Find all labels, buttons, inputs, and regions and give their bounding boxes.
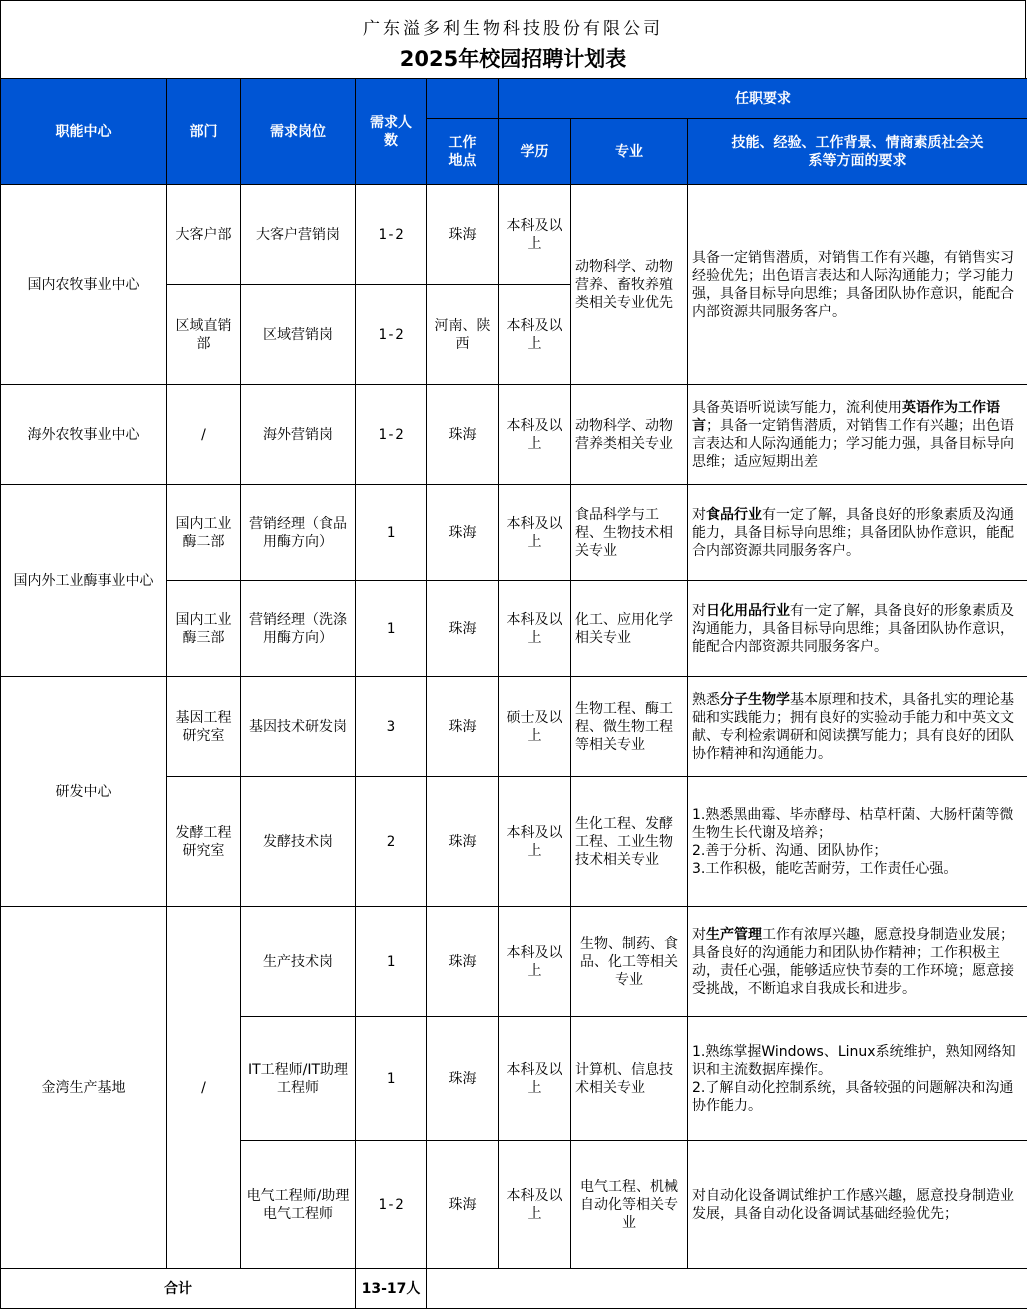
education-cell: 本科及以上 <box>499 1017 571 1141</box>
location-cell: 珠海 <box>427 777 499 907</box>
major-cell: 生物、制药、食品、化工等相关专业 <box>571 907 688 1017</box>
position-cell: 大客户营销岗 <box>241 185 356 285</box>
count-cell: 1 <box>356 907 427 1017</box>
major-cell: 动物科学、动物营养类相关专业 <box>571 385 688 485</box>
total-row <box>1 1269 1027 1309</box>
skills-text: 对 <box>692 506 706 523</box>
company-name: 广东溢多利生物科技股份有限公司 <box>363 19 663 39</box>
count-cell: 1-2 <box>356 385 427 485</box>
position-cell: 电气工程师/助理电气工程师 <box>241 1141 356 1269</box>
skills-cell: 具备一定销售潜质，对销售工作有兴趣，有销售实习经验优先；出色语言表达和人际沟通能力；学习能力强，具备目标导向思维；具备团队协作意识，能配合内部资源共同服务客户。 <box>688 185 1027 385</box>
count-cell: 1-2 <box>356 185 427 285</box>
skills-cell <box>688 581 1027 677</box>
table-row <box>1 485 1027 581</box>
location-cell: 珠海 <box>427 1141 499 1269</box>
skills-text: 基本原理和技术，具备扎实的理论基础和实践能力；拥有良好的实验动手能力和中英文文献、专利检索调研和阅读撰写能力；具有良好的团队协作精神和沟通能力。 <box>692 691 1014 762</box>
position-cell: 区域营销岗 <box>241 285 356 385</box>
col-header-count: 需求人数 <box>356 79 427 185</box>
position-cell: 营销经理（洗涤用酶方向） <box>241 581 356 677</box>
col-header-center: 职能中心 <box>1 79 167 185</box>
dept-cell: 区域直销部 <box>167 285 241 385</box>
location-cell: 珠海 <box>427 581 499 677</box>
skills-cell <box>688 907 1027 1017</box>
skills-cell <box>688 777 1027 907</box>
major-cell: 计算机、信息技术相关专业 <box>571 1017 688 1141</box>
total-blank <box>427 1269 1027 1309</box>
location-cell: 珠海 <box>427 677 499 777</box>
count-cell: 1 <box>356 581 427 677</box>
col-header-position: 需求岗位 <box>241 79 356 185</box>
dept-cell: 国内工业酶二部 <box>167 485 241 581</box>
skills-highlight: 分子生物学 <box>720 691 790 708</box>
position-cell: 基因技术研发岗 <box>241 677 356 777</box>
table-row <box>1 185 1027 285</box>
skills-cell <box>688 677 1027 777</box>
location-cell: 珠海 <box>427 907 499 1017</box>
location-cell: 珠海 <box>427 485 499 581</box>
skills-text: 具备英语听说读写能力，流利使用 <box>692 399 902 416</box>
skills-highlight: 生产管理 <box>706 926 762 943</box>
skills-highlight: 英语作为工作语言 <box>692 399 1000 434</box>
skills-text: 工作有浓厚兴趣，愿意投身制造业发展；具备良好的沟通能力和团队协作精神；工作积极主动，责任心强，能够适应快节奏的工作环境；愿意接受挑战，不断追求自我成长和进步。 <box>692 926 1014 997</box>
skills-cell: 对自动化设备调试维护工作感兴趣，愿意投身制造业发展，具备自动化设备调试基础经验优先； <box>688 1141 1027 1269</box>
education-cell: 本科及以上 <box>499 907 571 1017</box>
position-cell: 生产技术岗 <box>241 907 356 1017</box>
position-cell: 发酵技术岗 <box>241 777 356 907</box>
col-header-skills: 技能、经验、工作背景、情商素质社会关系等方面的要求 <box>688 119 1027 185</box>
center-cell: 金湾生产基地 <box>1 907 167 1269</box>
education-cell: 硕士及以上 <box>499 677 571 777</box>
education-cell: 本科及以上 <box>499 581 571 677</box>
location-cell: 珠海 <box>427 1017 499 1141</box>
recruitment-table <box>0 78 1027 1309</box>
dept-cell: 基因工程研究室 <box>167 677 241 777</box>
education-cell: 本科及以上 <box>499 1141 571 1269</box>
center-cell: 海外农牧事业中心 <box>1 385 167 485</box>
col-header-education: 学历 <box>499 119 571 185</box>
skills-highlight: 食品行业 <box>706 506 762 523</box>
education-cell: 本科及以上 <box>499 385 571 485</box>
col-header-location: 工作地点 <box>427 119 499 185</box>
major-cell: 化工、应用化学相关专业 <box>571 581 688 677</box>
education-cell: 本科及以上 <box>499 485 571 581</box>
title-block <box>0 0 1026 79</box>
col-header-blank <box>427 79 499 119</box>
count-cell: 2 <box>356 777 427 907</box>
skills-highlight: 日化用品行业 <box>706 602 790 619</box>
education-cell: 本科及以上 <box>499 777 571 907</box>
position-cell: IT工程师/IT助理工程师 <box>241 1017 356 1141</box>
dept-cell: / <box>167 907 241 1269</box>
total-count: 13-17人 <box>356 1269 427 1309</box>
col-header-major: 专业 <box>571 119 688 185</box>
skills-line: 1.熟悉黑曲霉、毕赤酵母、枯草杆菌、大肠杆菌等微生物生长代谢及培养； <box>692 806 1014 841</box>
major-cell: 生化工程、发酵工程、工业生物技术相关专业 <box>571 777 688 907</box>
dept-cell: 国内工业酶三部 <box>167 581 241 677</box>
skills-text: 对 <box>692 602 706 619</box>
dept-cell: 大客户部 <box>167 185 241 285</box>
col-header-requirements: 任职要求 <box>499 79 1027 119</box>
count-cell: 1 <box>356 1017 427 1141</box>
table-row <box>1 907 1027 1017</box>
skills-line: 3.工作积极，能吃苦耐劳，工作责任心强。 <box>692 860 958 877</box>
skills-text: 熟悉 <box>692 691 720 708</box>
major-cell: 食品科学与工程、生物技术相关专业 <box>571 485 688 581</box>
table-row <box>1 385 1027 485</box>
count-cell: 1-2 <box>356 1141 427 1269</box>
major-cell: 动物科学、动物营养、畜牧养殖类相关专业优先 <box>571 185 688 385</box>
center-cell: 国内农牧事业中心 <box>1 185 167 385</box>
count-cell: 3 <box>356 677 427 777</box>
skills-cell <box>688 1017 1027 1141</box>
skills-cell <box>688 385 1027 485</box>
skills-cell <box>688 485 1027 581</box>
page-title: 2025年校园招聘计划表 <box>399 47 627 71</box>
position-cell: 营销经理（食品用酶方向） <box>241 485 356 581</box>
skills-text: 有一定了解，具备良好的形象素质及沟通能力，具备目标导向思维；具备团队协作意识，能配合内部资源共同服务客户。 <box>692 602 1014 655</box>
skills-text: ；具备一定销售潜质，对销售工作有兴趣；出色语言表达和人际沟通能力；学习能力强，具备目标导向思维；适应短期出差 <box>692 417 1014 470</box>
dept-cell: / <box>167 385 241 485</box>
dept-cell: 发酵工程研究室 <box>167 777 241 907</box>
count-cell: 1-2 <box>356 285 427 385</box>
position-cell: 海外营销岗 <box>241 385 356 485</box>
skills-text: 有一定了解，具备良好的形象素质及沟通能力，具备目标导向思维；具备团队协作意识，能配合内部资源共同服务客户。 <box>692 506 1014 559</box>
location-cell: 河南、陕西 <box>427 285 499 385</box>
major-cell: 电气工程、机械自动化等相关专业 <box>571 1141 688 1269</box>
location-cell: 珠海 <box>427 185 499 285</box>
location-cell: 珠海 <box>427 385 499 485</box>
major-cell: 生物工程、酶工程、微生物工程等相关专业 <box>571 677 688 777</box>
count-cell: 1 <box>356 485 427 581</box>
education-cell: 本科及以上 <box>499 185 571 285</box>
skills-text: 对 <box>692 926 706 943</box>
education-cell: 本科及以上 <box>499 285 571 385</box>
skills-line: 1.熟练掌握Windows、Linux系统维护，熟知网络知识和主流数据库操作。 <box>692 1043 1016 1078</box>
col-header-dept: 部门 <box>167 79 241 185</box>
skills-line: 2.善于分析、沟通、团队协作； <box>692 842 888 859</box>
total-label: 合计 <box>1 1269 356 1309</box>
center-cell: 国内外工业酶事业中心 <box>1 485 167 677</box>
skills-line: 2.了解自动化控制系统，具备较强的问题解决和沟通协作能力。 <box>692 1079 1014 1114</box>
center-cell: 研发中心 <box>1 677 167 907</box>
header-row-1 <box>1 79 1027 119</box>
table-row <box>1 677 1027 777</box>
